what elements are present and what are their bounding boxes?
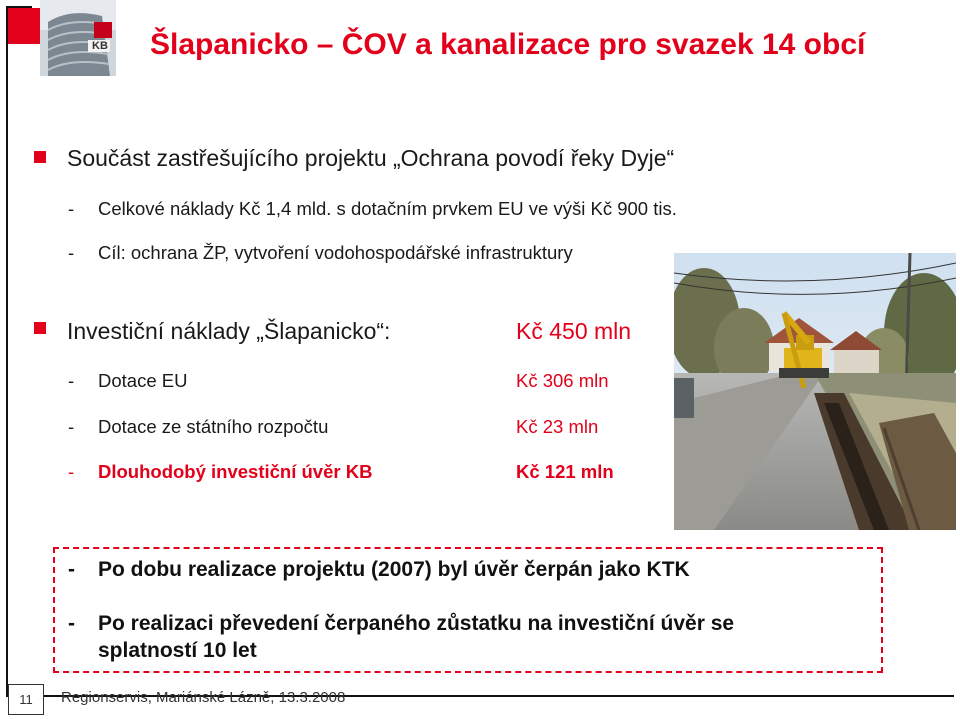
brand-corner-block [8,8,42,44]
dash-bullet-icon: - [68,242,75,263]
excavator-trench-photo-icon [674,253,956,530]
logo-text: KB [92,40,108,52]
funding-amount: Kč 306 mln [516,370,609,391]
section2-total-amount: Kč 450 mln [516,318,632,344]
footer-text: Regionservis, Mariánské Lázně, 13.3.2008 [61,689,346,706]
kb-building-logo [40,0,116,76]
note-line: Po realizaci převedení čerpaného zůstatku na investiční úvěr se [98,612,735,635]
slide-title: Šlapanicko – ČOV a kanalizace pro svazek 14 obcí [150,28,866,61]
bullet-square-icon [34,322,46,334]
dash-bullet-icon: - [68,198,75,219]
section1-heading: Součást zastřešujícího projektu „Ochrana povodí řeky Dyje“ [67,145,675,171]
funding-label: Dotace EU [98,370,188,391]
construction-site-photo [674,253,956,530]
bullet-square-icon [34,151,46,163]
note-line: Po dobu realizace projektu (2007) byl úvěr čerpán jako KTK [98,558,690,581]
slide-frame-left [6,6,8,696]
page-number: 11 [8,684,44,715]
section2-heading: Investiční náklady „Šlapanicko“: [67,318,391,344]
funding-label: Dlouhodobý investiční úvěr KB [98,461,373,482]
funding-amount: Kč 23 mln [516,416,599,437]
kb-building-icon [40,0,116,76]
dash-bullet-icon: - [68,612,75,635]
note-line: splatností 10 let [98,639,257,662]
dash-bullet-icon: - [68,416,75,437]
dash-bullet-icon: - [68,461,75,482]
dash-bullet-icon: - [68,558,75,581]
funding-label: Dotace ze státního rozpočtu [98,416,329,437]
section1-item: Celkové náklady Kč 1,4 mld. s dotačním prvkem EU ve výši Kč 900 tis. [98,198,677,219]
dash-bullet-icon: - [68,370,75,391]
section1-item: Cíl: ochrana ŽP, vytvoření vodohospodářské infrastruktury [98,242,573,263]
funding-amount: Kč 121 mln [516,461,614,482]
